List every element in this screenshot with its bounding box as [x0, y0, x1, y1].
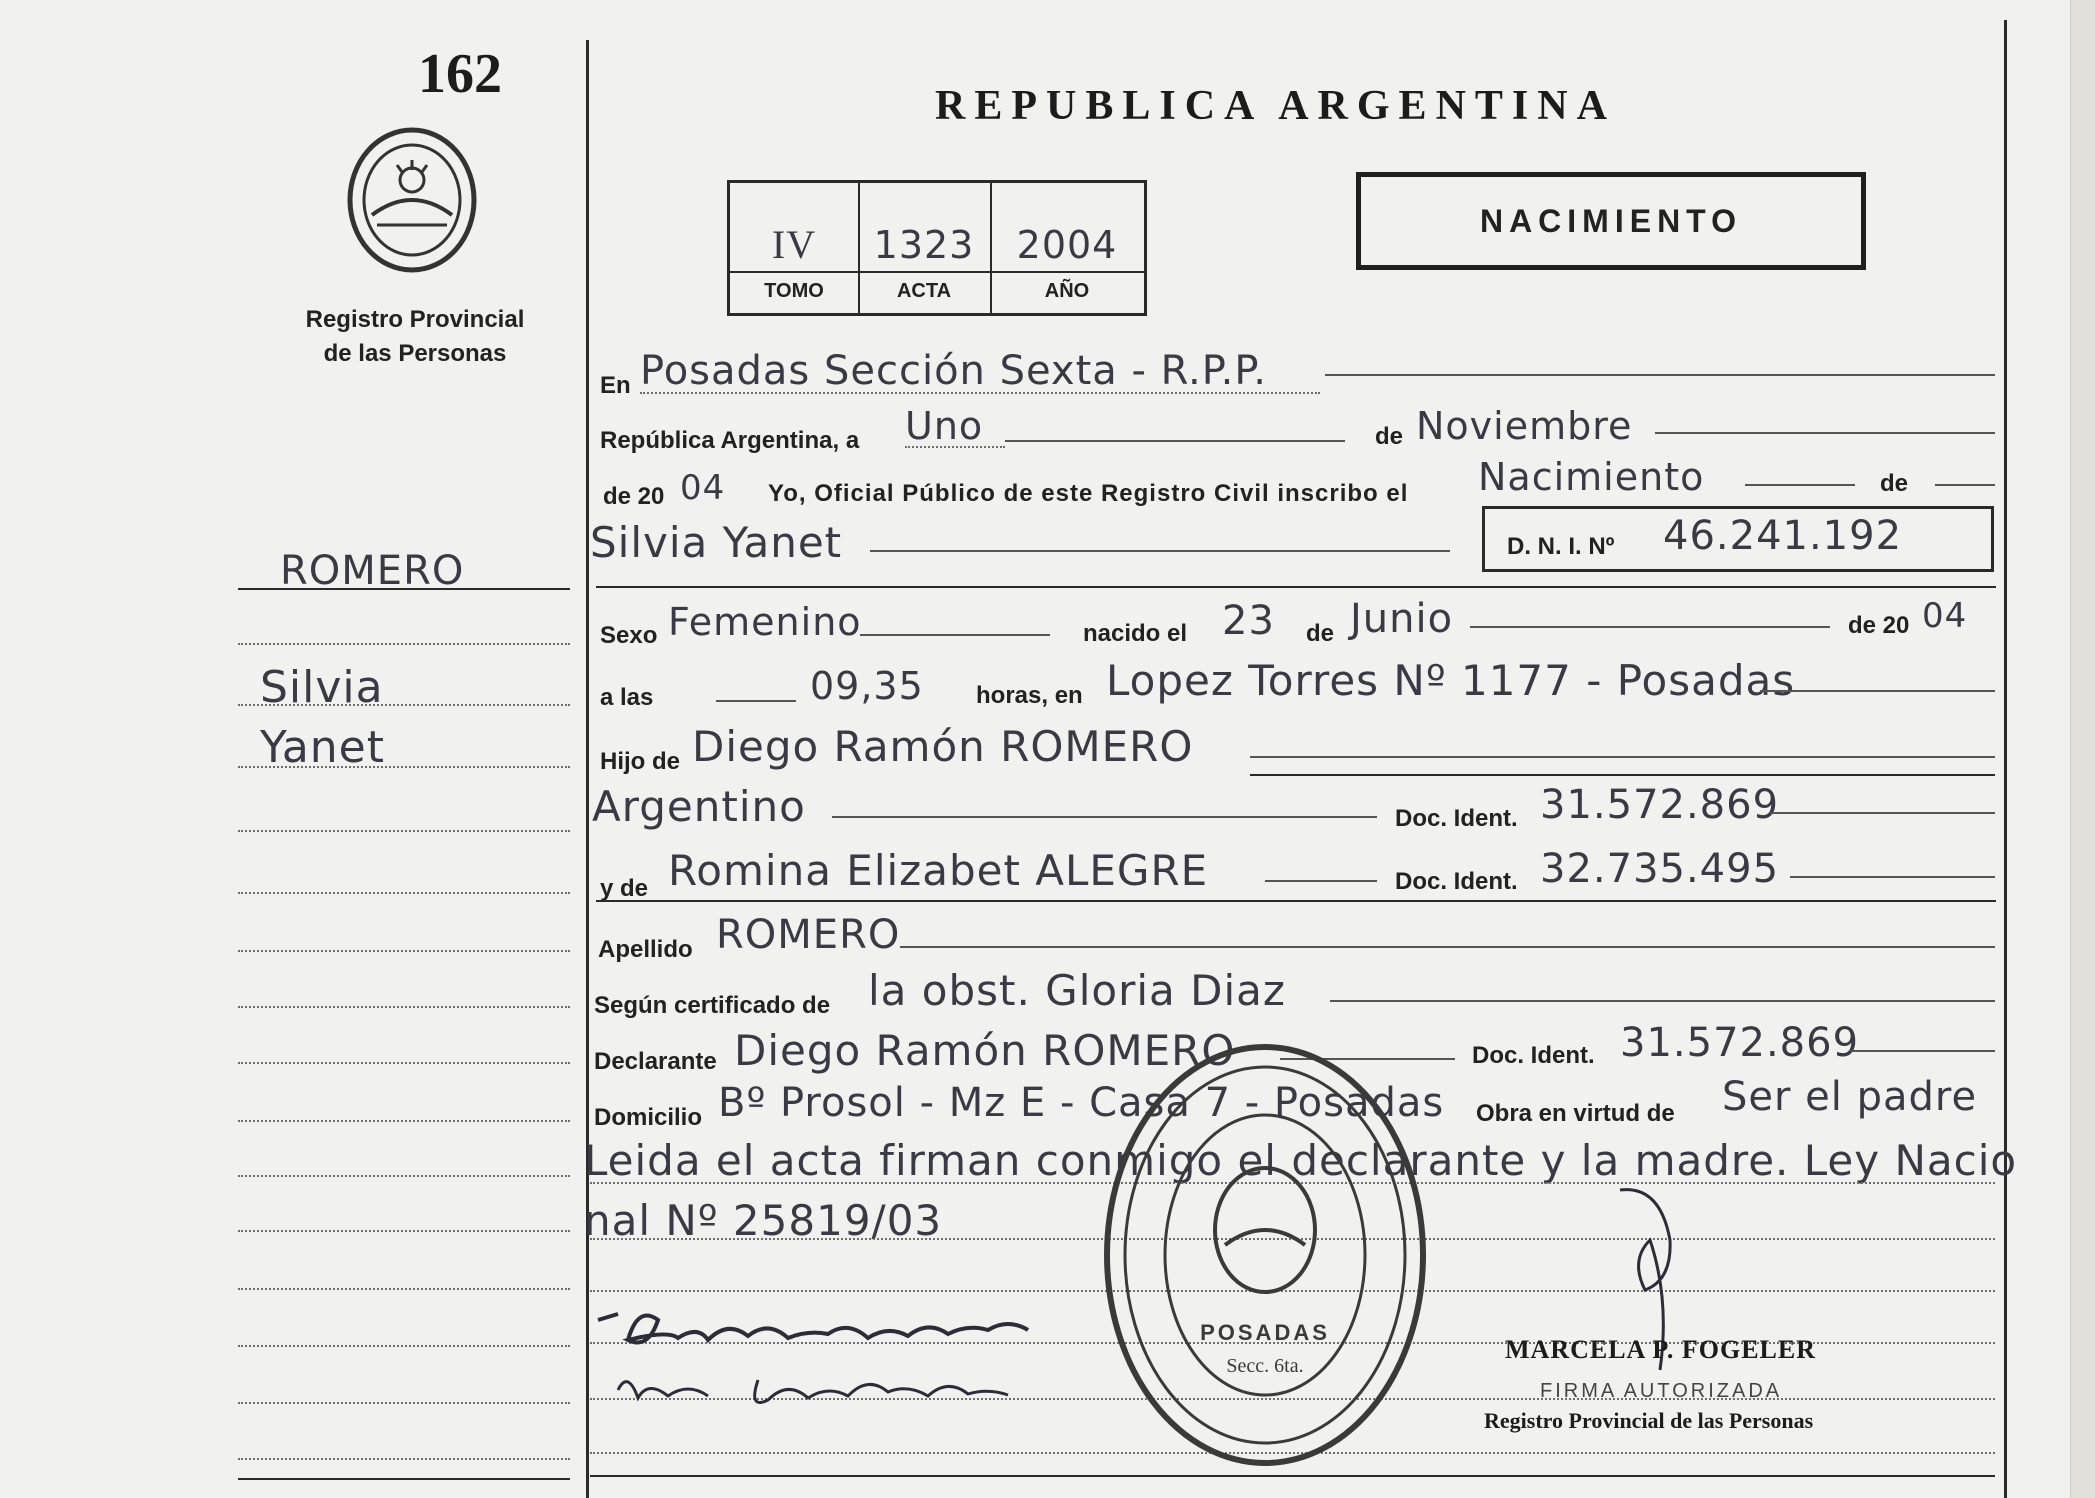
- margin-rule: [238, 588, 570, 590]
- fill-line: [1770, 812, 1995, 814]
- country-title: REPUBLICA ARGENTINA: [935, 83, 1616, 129]
- label-alas: a las: [600, 684, 654, 711]
- label-declarante: Declarante: [594, 1048, 717, 1075]
- margin-rule: [238, 1478, 570, 1480]
- svg-text:POSADAS: POSADAS: [1200, 1320, 1330, 1345]
- tomo-value: IV: [771, 222, 817, 267]
- margin-dotline: [238, 950, 570, 952]
- surname-value: ROMERO: [716, 912, 901, 958]
- margin-dotline: [238, 1006, 570, 1008]
- label-de20: de 20: [603, 483, 665, 510]
- label-domicilio: Domicilio: [594, 1104, 703, 1131]
- fill-line: [1250, 756, 1995, 758]
- label-oficial: Yo, Oficial Público de este Registro Civil inscribo el: [768, 480, 1409, 507]
- margin-dotline: [238, 1345, 570, 1347]
- right-border: [2004, 20, 2007, 1498]
- declarant-value: Diego Ramón ROMERO: [734, 1026, 1236, 1075]
- dni-box: [1482, 506, 1994, 572]
- label-hijo: Hijo de: [600, 748, 681, 775]
- margin-first-name: Silvia: [260, 662, 384, 713]
- registrar-name: MARCELA P. FOGELER: [1505, 1335, 1817, 1364]
- registry-line-2: de las Personas: [323, 340, 507, 367]
- fill-line: [1330, 1000, 1995, 1002]
- label-sexo: Sexo: [600, 622, 658, 649]
- declarant-doc-value: 31.572.869: [1620, 1020, 1860, 1066]
- fill-line: [1760, 690, 1995, 692]
- dni-value: 46.241.192: [1663, 513, 1903, 559]
- month-value: Noviembre: [1416, 404, 1633, 448]
- acta-value: 1323: [873, 223, 975, 267]
- birth-month-value: Junio: [1350, 596, 1454, 642]
- act-type-value: Nacimiento: [1478, 455, 1705, 499]
- ano-label: AÑO: [1044, 280, 1090, 302]
- label-segun: Según certificado de: [594, 992, 831, 1019]
- label-doc-mother: Doc. Ident.: [1395, 868, 1518, 895]
- father-nationality-value: Argentino: [592, 782, 806, 831]
- fill-line: [1470, 626, 1830, 628]
- margin-dotline: [238, 892, 570, 894]
- fill-line: [1325, 374, 1995, 376]
- label-nacido: nacido el: [1083, 620, 1188, 647]
- label-doc-father: Doc. Ident.: [1395, 805, 1518, 832]
- section-rule: [596, 586, 1996, 588]
- fill-line: [1935, 484, 1995, 486]
- margin-dotline: [238, 1402, 570, 1404]
- margin-dotline: [238, 830, 570, 832]
- notes-line-1: Leida el acta firman conmigo el declarante y la madre. Ley Nacio: [584, 1136, 2018, 1185]
- label-apellido: Apellido: [598, 936, 693, 963]
- label-de-month: de: [1375, 423, 1404, 450]
- fill-line: [1745, 484, 1855, 486]
- fill-line: [716, 700, 796, 702]
- day-value: Uno: [905, 404, 984, 448]
- registrar-title: FIRMA AUTORIZADA: [1540, 1380, 1783, 1402]
- fill-line: [1790, 876, 1995, 878]
- margin-dotline: [238, 1288, 570, 1290]
- fill-line: [1005, 440, 1345, 442]
- acta-label: ACTA: [896, 280, 952, 302]
- fill-dotline: [905, 446, 1005, 448]
- page-edge: [2070, 0, 2095, 1498]
- fill-line: [1265, 880, 1377, 882]
- tomo-label: TOMO: [764, 280, 824, 302]
- label-republica: República Argentina, a: [600, 427, 860, 454]
- provincial-seal-icon: [342, 125, 482, 275]
- birth-place-value: Lopez Torres Nº 1177 - Posadas: [1106, 656, 1796, 705]
- mother-name-value: Romina Elizabet ALEGRE: [668, 846, 1209, 895]
- label-obra: Obra en virtud de: [1476, 1100, 1675, 1127]
- registry-line-1: Registro Provincial: [305, 306, 525, 333]
- registrar-office: Registro Provincial de las Personas: [1484, 1408, 1814, 1433]
- address-value: Bº Prosol - Mz E - Casa 7 - Posadas: [718, 1080, 1445, 1126]
- birth-year-suffix-value: 04: [1922, 596, 1968, 636]
- father-doc-value: 31.572.869: [1540, 782, 1780, 828]
- label-horas: horas, en: [976, 682, 1083, 709]
- registry-name: [280, 303, 550, 371]
- margin-dotline: [238, 1175, 570, 1177]
- declarant-signatures: [588, 1300, 1088, 1430]
- record-id-rule: [730, 271, 1144, 273]
- fill-line: [870, 550, 1450, 552]
- sex-value: Femenino: [668, 600, 862, 644]
- place-value: Posadas Sección Sexta - R.P.P.: [640, 348, 1267, 394]
- margin-dotline: [238, 1230, 570, 1232]
- notes-line-2: nal Nº 25819/03: [584, 1196, 943, 1245]
- official-stamp: [1100, 1040, 1430, 1470]
- label-dni: D. N. I. Nº: [1507, 533, 1615, 560]
- label-yde: y de: [600, 875, 649, 902]
- year-suffix-value: 04: [680, 468, 726, 508]
- section-rule: [1250, 774, 1995, 776]
- margin-surname: ROMERO: [280, 548, 465, 594]
- label-de20-birth: de 20: [1848, 612, 1910, 639]
- fill-line: [900, 946, 1995, 948]
- record-id-box: [727, 180, 1147, 316]
- margin-middle-name: Yanet: [260, 722, 385, 773]
- fill-line: [832, 816, 1377, 818]
- section-rule: [596, 900, 1996, 902]
- ano-value: 2004: [1016, 223, 1118, 267]
- mother-doc-value: 32.735.495: [1540, 846, 1780, 892]
- svg-text:Secc. 6ta.: Secc. 6ta.: [1226, 1355, 1304, 1377]
- margin-dotline: [238, 1062, 570, 1064]
- birth-day-value: 23: [1222, 598, 1275, 644]
- fill-line: [1655, 432, 1995, 434]
- label-doc-declarant: Doc. Ident.: [1472, 1042, 1595, 1069]
- fill-line: [1850, 1050, 1995, 1052]
- margin-dotline: [238, 766, 570, 768]
- fill-line: [860, 634, 1050, 636]
- folio-number: 162: [418, 43, 502, 105]
- margin-dotline: [238, 643, 570, 645]
- child-name-value: Silvia Yanet: [590, 518, 843, 567]
- record-type-box: NACIMIENTO: [1356, 172, 1866, 270]
- margin-dotline: [238, 1458, 570, 1460]
- fill-dotline: [640, 392, 1320, 394]
- capacity-value: Ser el padre: [1722, 1074, 1978, 1120]
- birth-time-value: 09,35: [810, 664, 924, 708]
- margin-dotline: [238, 1120, 570, 1122]
- father-name-value: Diego Ramón ROMERO: [692, 722, 1194, 771]
- section-rule: [590, 1475, 1995, 1477]
- margin-dotline: [238, 704, 570, 706]
- margin-divider: [586, 40, 589, 1498]
- certificate-by-value: la obst. Gloria Diaz: [868, 966, 1286, 1015]
- label-de-of: de: [1880, 470, 1909, 497]
- label-en: En: [600, 372, 631, 399]
- label-de-bmonth: de: [1306, 620, 1335, 647]
